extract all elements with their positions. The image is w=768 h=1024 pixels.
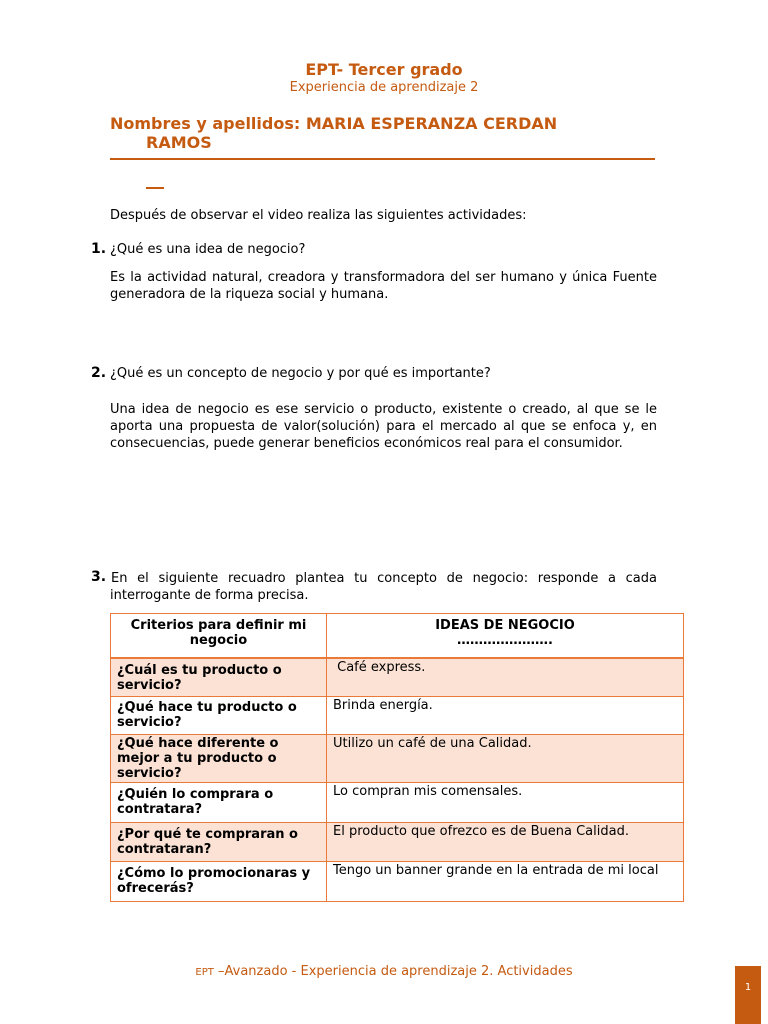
table-answer: Brinda energía. — [327, 697, 684, 735]
question-2-number: 2. — [91, 365, 107, 381]
question-1-answer: Es la actividad natural, creadora y transformadora del ser humano y única Fuente generadora de la riqueza social y humana. — [110, 270, 657, 302]
table-row — [111, 658, 684, 697]
table-answer: Café express. — [327, 658, 684, 697]
page-number-badge — [735, 966, 761, 1024]
student-name-line1: Nombres y apellidos: MARIA ESPERANZA CERDAN — [110, 114, 558, 133]
footer-text: –Avanzado - Experiencia de aprendizaje 2. Actividades — [213, 964, 573, 979]
table-answer: El producto que ofrezco es de Buena Calidad. — [327, 823, 684, 862]
question-3-number: 3. — [91, 569, 107, 585]
table-criterion: ¿Qué hace diferente o mejor a tu producto o servicio? — [111, 735, 327, 783]
table-answer: Lo compran mis comensales. — [327, 783, 684, 823]
name-underline-tail — [146, 187, 164, 189]
intro-text: Después de observar el video realiza las siguientes actividades: — [110, 208, 527, 223]
table-row — [111, 823, 684, 862]
question-1-number: 1. — [91, 241, 107, 257]
name-underline — [110, 158, 655, 160]
question-2-text: ¿Qué es un concepto de negocio y por qué es importante? — [110, 366, 491, 381]
table-criterion: ¿Quién lo comprara o contratara? — [111, 783, 327, 823]
page-number: 1 — [744, 982, 752, 993]
table-header-criteria: Criterios para definir mi negocio — [111, 614, 327, 658]
table-criterion: ¿Cómo lo promocionaras y ofrecerás? — [111, 862, 327, 902]
table-row — [111, 783, 684, 823]
table-row — [111, 697, 684, 735]
document-subtitle: Experiencia de aprendizaje 2 — [289, 80, 479, 95]
table-criterion: ¿Cuál es tu producto o servicio? — [111, 658, 327, 697]
footer-prefix: EPT — [195, 967, 214, 978]
table-header-row — [111, 614, 684, 658]
table-criterion: ¿Por qué te compraran o contrataran? — [111, 823, 327, 862]
table-row — [111, 862, 684, 902]
table-header-ideas-dots: …………………. — [457, 633, 553, 648]
table-criterion: ¿Qué hace tu producto o servicio? — [111, 697, 327, 735]
question-2-answer: Una idea de negocio es ese servicio o producto, existente o creado, al que se le aporta una propuesta de valor(solución) para el mercado al que se enfoca y, en consecuencias, puede generar beneficios económicos real para el consumidor. — [110, 402, 657, 451]
table-answer: Utilizo un café de una Calidad. — [327, 735, 684, 783]
document-title: EPT- Tercer grado — [305, 60, 463, 79]
table-row — [111, 735, 684, 783]
student-name-line2: RAMOS — [146, 133, 212, 152]
page-footer — [0, 964, 768, 979]
table-header-ideas — [327, 614, 684, 658]
student-name-heading — [110, 114, 660, 152]
business-criteria-table — [110, 613, 684, 902]
question-3-text: En el siguiente recuadro plantea tu concepto de negocio: responde a cada interrogante de forma precisa. — [110, 571, 657, 603]
question-1-text: ¿Qué es una idea de negocio? — [110, 242, 306, 257]
table-answer: Tengo un banner grande en la entrada de mi local — [327, 862, 684, 902]
table-header-ideas-title: IDEAS DE NEGOCIO — [435, 618, 575, 633]
